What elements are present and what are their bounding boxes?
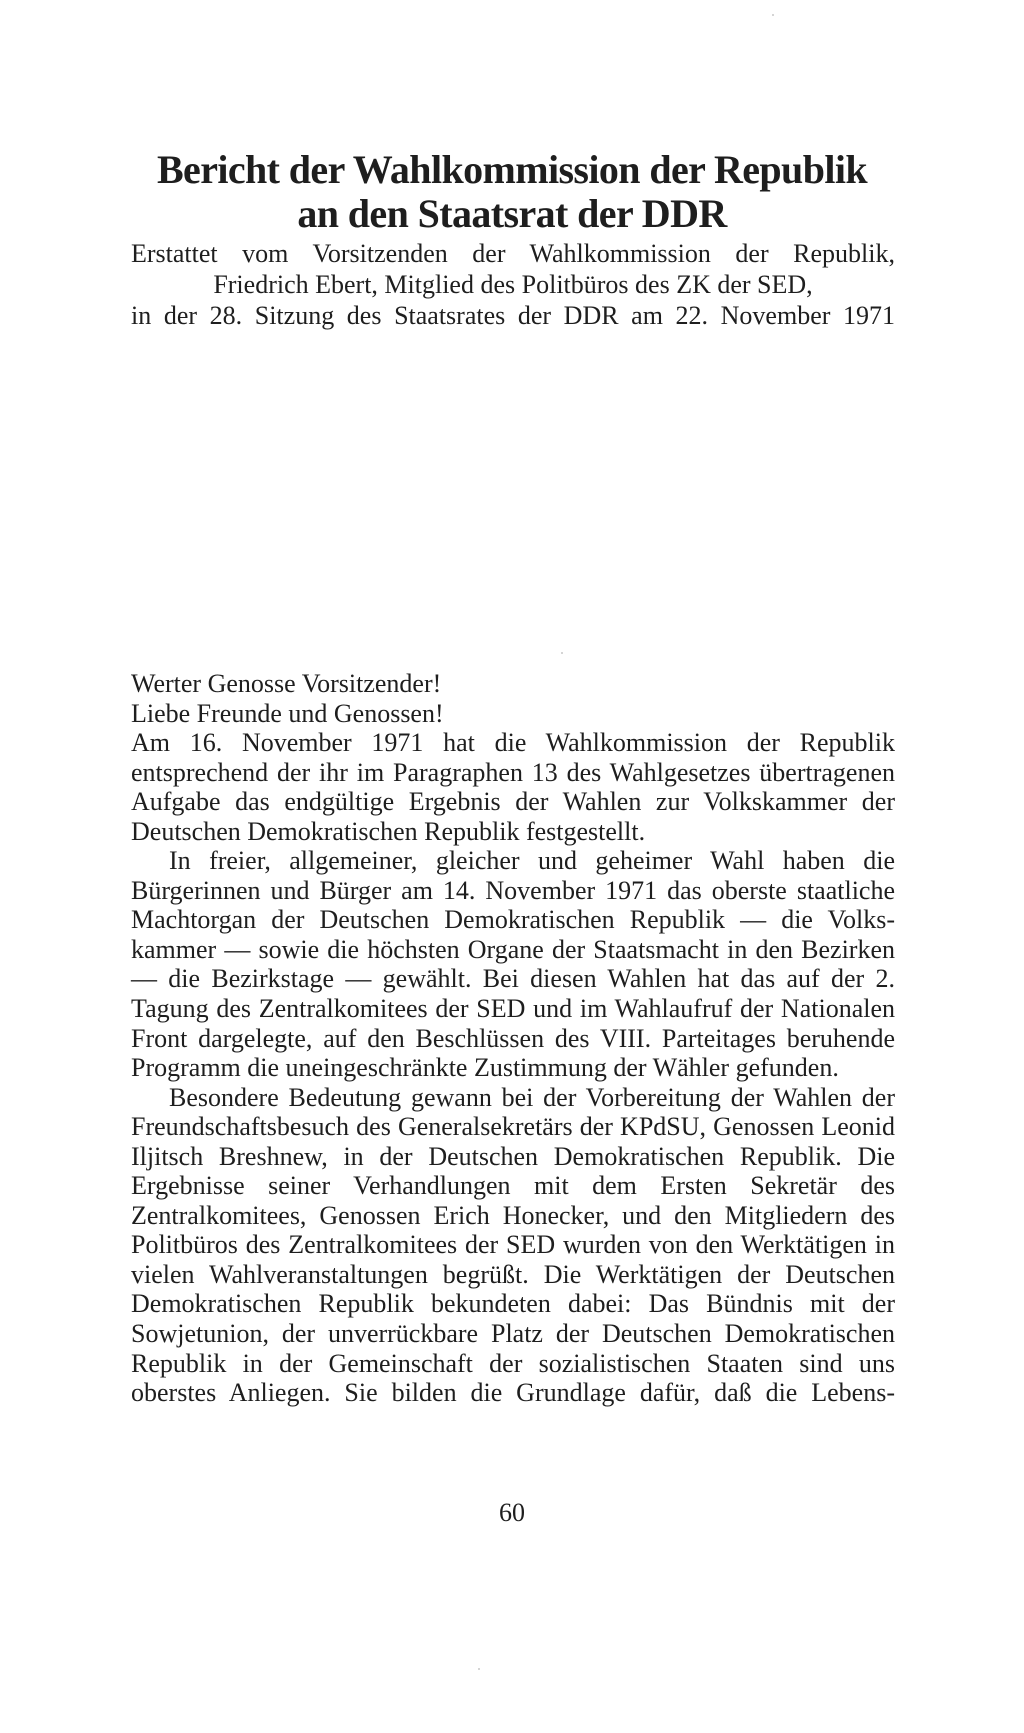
subtitle-line-3: in der 28. Sitzung des Staatsrates der DDR am 22. November 1971 [131, 301, 895, 330]
document-title-line-1: Bericht der Wahlkommission der Republik [156, 147, 868, 192]
page-number: 60 [499, 1498, 525, 1527]
paragraph-3: Besondere Bedeutung gewann bei der Vorbereitung der Wahlen der Freundschaftsbesuch des Generalsekretärs der KPdSU, Genossen Leonid Iljitsch Breshnew, in der Deutschen Demokratischen Republik. Die Ergebnisse seiner Verhandlungen mit dem Ersten Sekretär des Zentralkomitees, Genossen Erich Honecker, und den Mitgliedern des Politbüros des Zentralkomitees der SED wurden von den Werktätigen in vielen Wahlveranstaltungen begrüßt. Die Werktätigen der Deutschen Demokratischen Republik bekundeten dabei: Das Bündnis mit der Sowjetunion, der unverrückbare Platz der Deutschen Demokratischen Republik in der Gemeinschaft der sozialistischen Staaten sind uns oberstes Anliegen. Sie bilden die Grundlage dafür, daß die Lebens- [131, 1082, 895, 1408]
body-text [131, 669, 895, 1408]
paragraph-2: In freier, allgemeiner, gleicher und geheimer Wahl haben die Bürgerinnen und Bürger am 14. November 1971 das oberste staatliche Machtorgan der Deutschen Demokratischen Republik — die Volkskammer — sowie die höchsten Organe der Staatsmacht in den Bezirken — die Bezirkstage — gewählt. Bei diesen Wahlen hat das auf der 2. Tagung des Zentralkomitees der SED und im Wahlaufruf der Nationalen Front dargelegte, auf den Beschlüssen des VIII. Parteitages beruhende Programm die uneingeschränkte Zustimmung der Wähler gefunden. [131, 846, 895, 1083]
scan-speck [772, 14, 774, 16]
salutation-line-1: Werter Genosse Vorsitzender! [131, 669, 442, 698]
subtitle-line-2: Friedrich Ebert, Mitglied des Politbüros des ZK der SED, [213, 270, 813, 299]
document-title-line-2: an den Staatsrat der DDR [297, 191, 727, 236]
paragraph-1: Am 16. November 1971 hat die Wahlkommission der Republik entsprechend der ihr im Paragraphen 13 des Wahlgesetzes übertragenen Aufgabe das endgültige Ergebnis der Wahlen zur Volkskammer der Deutschen Demokratischen Republik festgestellt. [131, 728, 895, 846]
scan-speck [478, 1668, 480, 1670]
subtitle-line-1: Erstattet vom Vorsitzenden der Wahlkommission der Republik, [131, 239, 895, 268]
scan-speck [561, 652, 563, 654]
salutation-line-2: Liebe Freunde und Genossen! [131, 698, 444, 728]
